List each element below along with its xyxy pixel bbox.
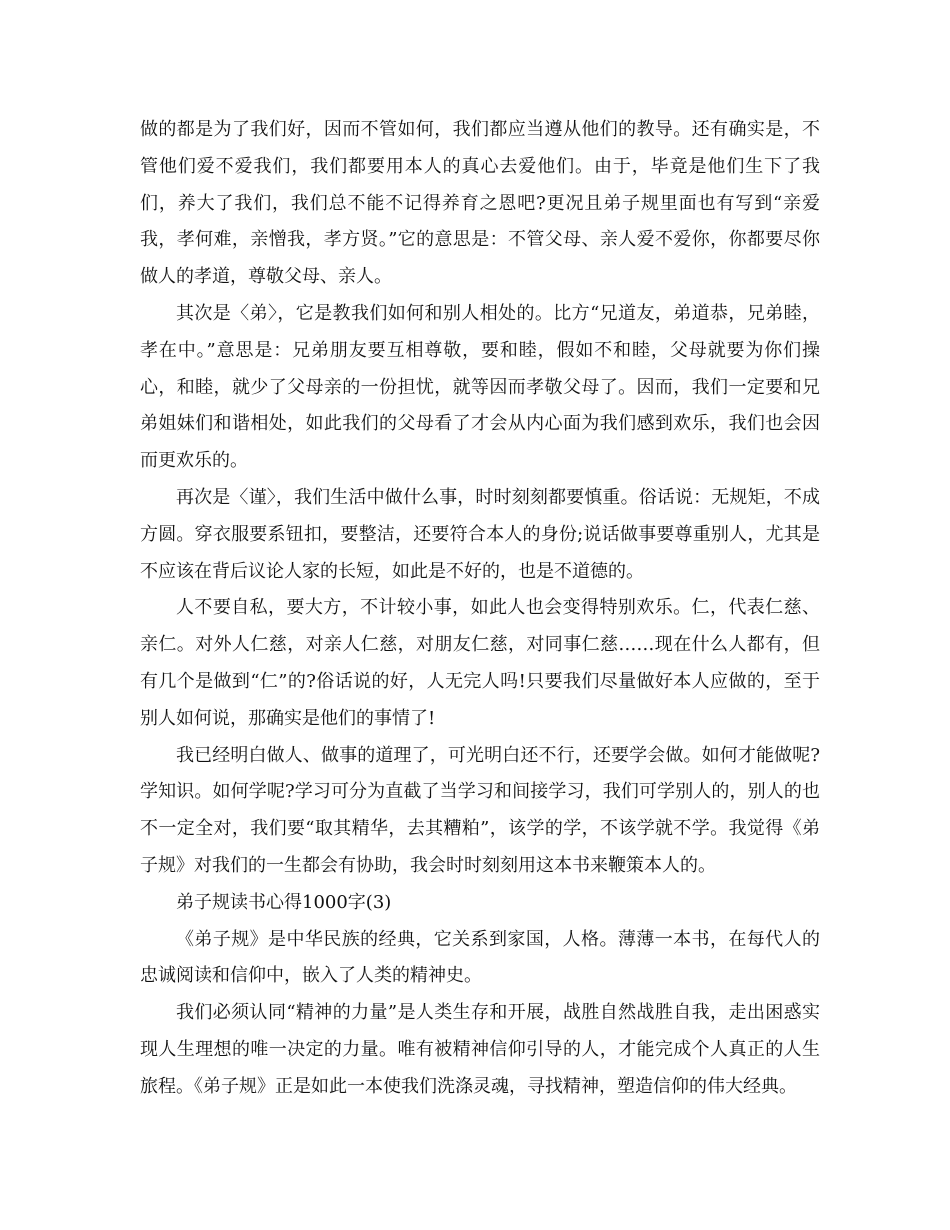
section-heading: 弟子规读书心得1000字(3) (176, 891, 392, 913)
paragraph-jin: 再次是〈谨〉，我们生活中做什么事，时时刻刻都要慎重。俗话说：无规矩，不成方圆。穿衣服要系钮扣，要整洁，还要符合本人的身份;说话做事要尊重别人，尤其是不应该在背后议论人家的长短，如此是不好的，也是不道德的。 (140, 486, 820, 582)
paragraph-learning: 我已经明白做人、做事的道理了，可光明白还不行，还要学会做。如何才能做呢?学知识。如何学呢?学习可分为直截了当学习和间接学习，我们可学别人的，别人的也不一定全对，我们要“取其精华，去其糟粕”，该学的学，不该学就不学。我觉得《弟子规》对我们的一生都会有协助，我会时时刻刻用这本书来鞭策本人的。 (140, 744, 820, 876)
paragraph-ren: 人不要自私，要大方，不计较小事，如此人也会变得特别欢乐。仁，代表仁慈、亲仁。对外人仁慈，对亲人仁慈，对朋友仁慈，对同事仁慈……现在什么人都有，但有几个是做到“仁”的?俗话说的好，人无完人吗!只要我们尽量做好本人应做的，至于别人如何说，那确实是他们的事情了! (140, 597, 820, 729)
paragraph-spirit: 我们必须认同“精神的力量”是人类生存和开展，战胜自然战胜自我，走出困惑实现人生理想的唯一决定的力量。唯有被精神信仰引导的人，才能完成个人真正的人生旅程。《弟子规》正是如此一本使我们洗涤灵魂，寻找精神，塑造信仰的伟大经典。 (140, 1002, 820, 1097)
document-page (140, 112, 820, 1106)
paragraph-classic: 《弟子规》是中华民族的经典，它关系到家国，人格。薄薄一本书，在每代人的忠诚阅读和信仰中，嵌入了人类的精神史。 (140, 928, 820, 987)
paragraph-continuation: 做的都是为了我们好，因而不管如何，我们都应当遵从他们的教导。还有确实是，不管他们爱不爱我们，我们都要用本人的真心去爱他们。由于，毕竟是他们生下了我们，养大了我们，我们总不能不记得养育之恩吧?更况且弟子规里面也有写到“亲爱我，孝何难，亲憎我，孝方贤。”它的意思是：不管父母、亲人爱不爱你，你都要尽你做人的孝道，尊敬父母、亲人。 (140, 119, 820, 288)
paragraph-di: 其次是〈弟〉，它是教我们如何和别人相处的。比方“兄道友，弟道恭，兄弟睦，孝在中。”意思是：兄弟朋友要互相尊敬，要和睦，假如不和睦，父母就要为你们操心，和睦，就少了父母亲的一份担忧，就等因而孝敬父母了。因而，我们一定要和兄弟姐妹们和谐相处，如此我们的父母看了才会从内心面为我们感到欢乐，我们也会因而更欢乐的。 (140, 302, 820, 472)
